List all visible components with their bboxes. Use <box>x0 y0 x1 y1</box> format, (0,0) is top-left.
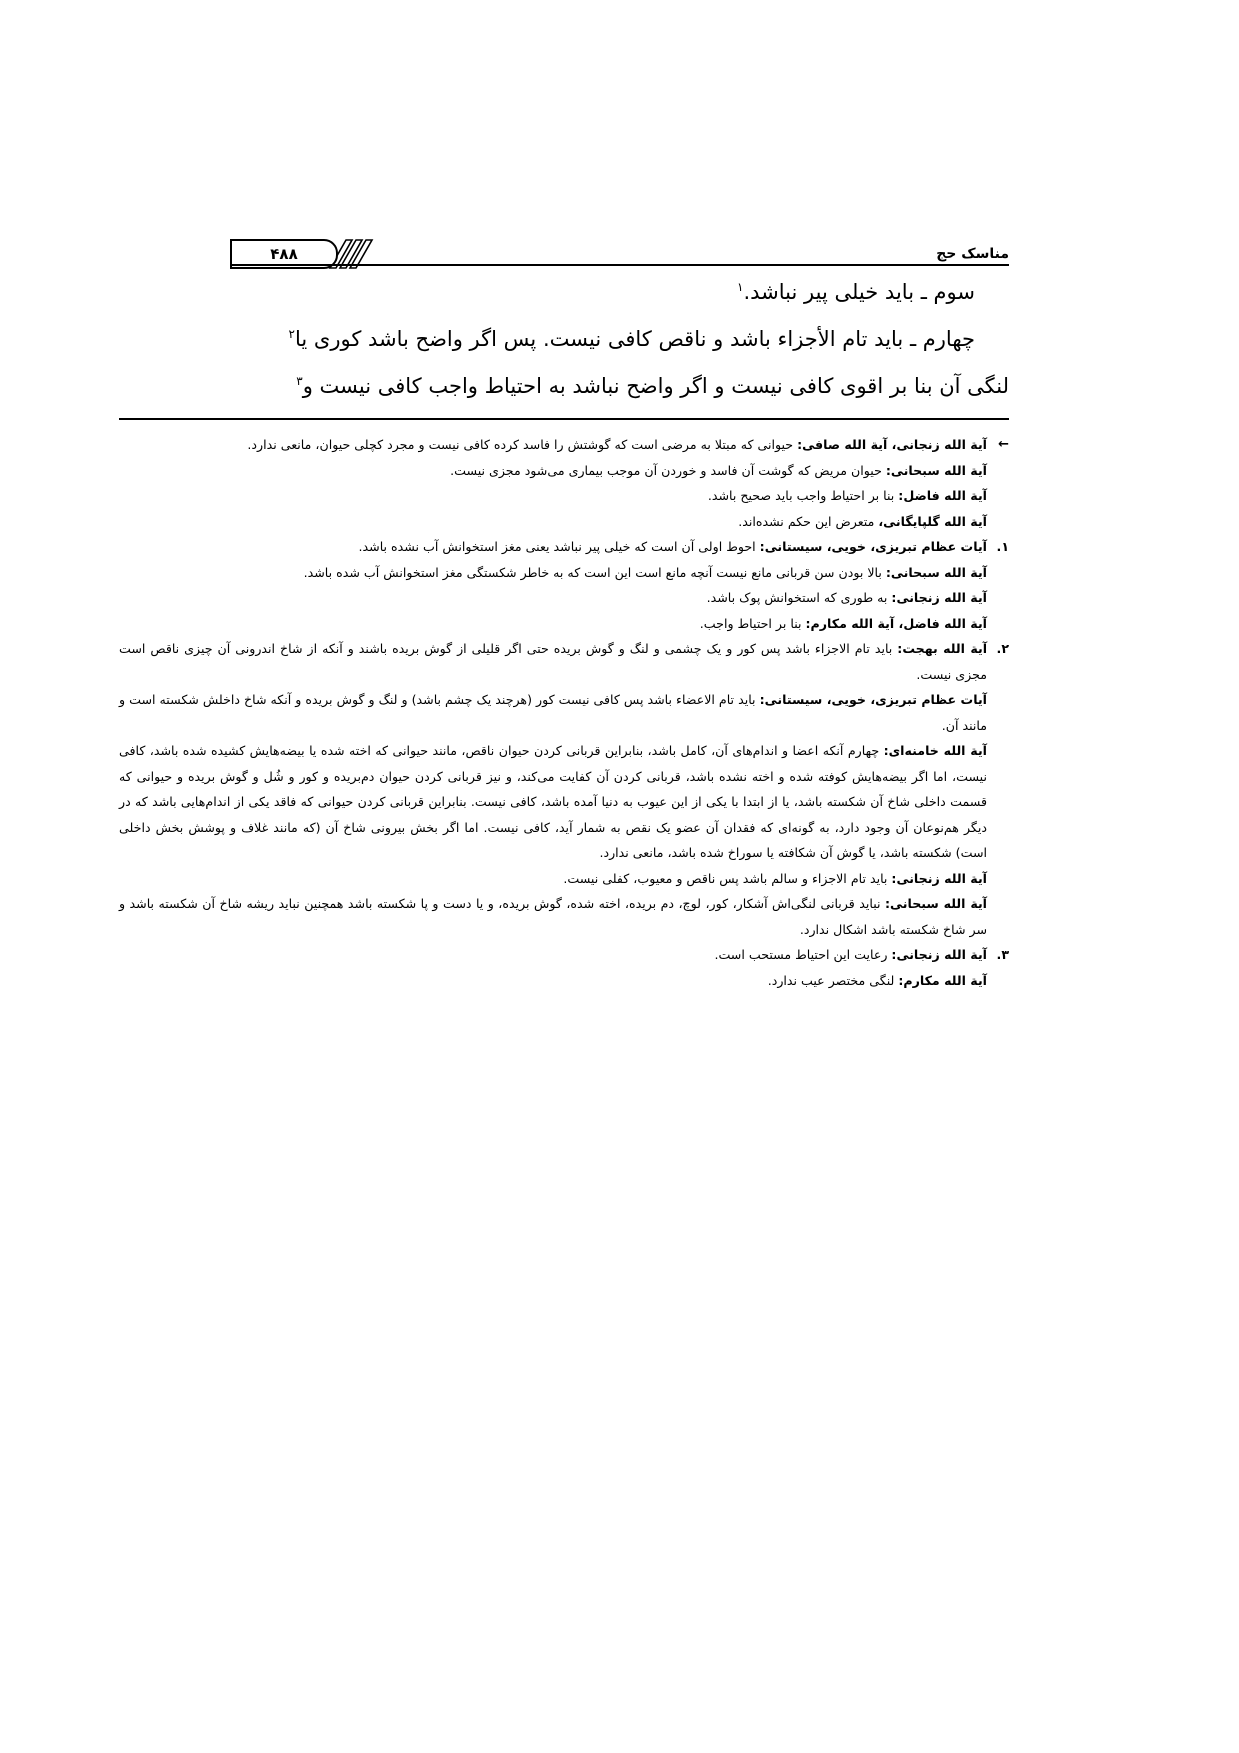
body-line-1-text: سوم ـ باید خیلی پیر نباشد. <box>743 280 975 304</box>
footnote-text: چهارم آنکه اعضا و اندام‌های آن، کامل باشد، بنابراین قربانی کردن حیوان ناقص، مانند حیوانی که اخته شده یا بیضه‌هایش کشیده شده باشد، کافی نیست، اما اگر بیضه‌هایش کوفته شده و اخته نشده باشد، قربانی کردن آن کفایت می‌کند، و نیز قربانی کردن حیوان دم‌بریده و کور و شُل و گوش بریده و حیوانی که قسمت داخلی شاخ آن شکسته باشد، یا از ابتدا با یکی از این عیوب به دنیا آمده باشد، کافی نیست. بنابراین قربانی کردن حیوانی که فاقد یکی از اندام‌هایی باشد که در دیگر هم‌نوعان آن وجود دارد، به گونه‌ای که فقدان آن عضو یک نقص به شمار آید، کافی نیست. اما اگر بخش بیرونی شاخ آن (که مانند غلاف و پوشش بخش داخلی است) شکسته باشد، یا گوش آن شکافته یا سوراخ شده باشد، مانعی ندارد. <box>119 743 987 860</box>
footnote-entry <box>119 432 1009 458</box>
footnote-text: باید تام الاجزاء و سالم باشد پس ناقص و معیوب، کفلی نیست. <box>563 870 892 886</box>
header-book-title: مناسک حج <box>936 246 1009 262</box>
footnote-text: بنا بر احتیاط واجب باید صحیح باشد. <box>707 488 899 503</box>
footnote-subentry <box>119 968 1009 994</box>
body-footnote-ref-3: ۳ <box>296 374 303 388</box>
footnote-subentry <box>119 687 1009 738</box>
footnote-subentry <box>119 891 1009 942</box>
authority-name: آیة الله گلپایگانی، <box>878 513 987 529</box>
footnote-apparatus <box>119 432 1009 993</box>
authority-name: آیة الله فاضل، آیة الله مکارم: <box>805 615 987 631</box>
footnote-subentry <box>119 585 1009 611</box>
authority-name: آیة الله خامنه‌ای: <box>883 743 987 758</box>
footnote-text: متعرض این حکم نشده‌اند. <box>738 513 879 529</box>
authority-name: آیة الله زنجانی: <box>891 947 987 962</box>
authority-name: آیة الله زنجانی: <box>891 870 987 886</box>
footnote-subentry <box>119 611 1009 637</box>
authority-name: آیة الله زنجانی، آیة الله صافی: <box>797 437 987 452</box>
footnote-text: رعایت این احتیاط مستحب است. <box>714 947 892 962</box>
body-paragraph-1 <box>119 272 1009 313</box>
authority-name: آیات عظام تبریزی، خویی، سیستانی: <box>759 692 987 707</box>
footnote-text: باید تام الاعضاء باشد پس کافی نیست کور (هرچند یک چشم باشد) و لنگ و گوش بریده و آنکه شاخ داخلش شکسته است و مانند آن. <box>119 692 987 733</box>
footnote-text: نباید قربانی لنگی‌اش آشکار، کور، لوچ، دم بریده، اخته شده، گوش بریده، و یا دست و پا شکسته باشد همچنین نباید ریشه شاخ آن شکسته باشد و سر شاخ شکسته باشد اشکال ندارد. <box>119 896 987 937</box>
footnote-marker: ۱. <box>996 539 1009 554</box>
footnote-marker: ۲. <box>996 641 1009 656</box>
footnote-text: بنا بر احتیاط واجب. <box>699 615 806 631</box>
footnote-subentry <box>119 483 1009 509</box>
footnote-entry <box>119 534 1009 560</box>
body-paragraph-2 <box>119 319 1009 360</box>
page-number: ۴۸۸ <box>270 244 298 263</box>
running-header <box>230 222 1009 266</box>
footnote-separator <box>119 418 1009 420</box>
footnote-text: بالا بودن سن قربانی مانع نیست آنچه مانع است این است که به خاطر شکستگی مغز استخوانش آب شده باشد. <box>303 564 886 580</box>
body-line-2-text: چهارم ـ باید تام الأجزاء باشد و ناقص کافی نیست. پس اگر واضح باشد کوری یا <box>294 327 975 351</box>
folio-group <box>230 229 380 269</box>
body-footnote-ref-2: ۲ <box>288 327 295 341</box>
footnote-subentry <box>119 866 1009 892</box>
body-paragraph-3 <box>119 366 1009 407</box>
main-body-text <box>119 272 1009 413</box>
authority-name: آیة الله سبحانی: <box>885 462 987 478</box>
footnote-subentry <box>119 509 1009 535</box>
header-divider <box>230 264 1009 266</box>
footnote-marker: ۳. <box>996 947 1009 962</box>
body-footnote-ref-1: ۱ <box>737 280 744 294</box>
body-line-3-text: لنگی آن بنا بر اقوی کافی نیست و اگر واضح نباشد به احتیاط واجب کافی نیست و <box>302 374 1009 398</box>
footnote-entry <box>119 942 1009 968</box>
authority-name: آیة الله زنجانی: <box>891 590 987 605</box>
authority-name: آیة الله مکارم: <box>898 972 987 988</box>
footnote-subentry <box>119 738 1009 866</box>
authority-name: آیة الله سبحانی: <box>885 564 987 580</box>
authority-name: آیة الله فاضل: <box>898 488 987 503</box>
authority-name: آیة الله بهجت: <box>897 641 988 656</box>
footnote-text: حیوانی که مبتلا به مرضی است که گوشتش را فاسد کرده کافی نیست و مجرد کچلی حیوان، مانعی ندارد. <box>247 437 798 452</box>
authority-name: آیة الله سبحانی: <box>884 896 987 911</box>
authority-name: آیات عظام تبریزی، خویی، سیستانی: <box>759 539 987 554</box>
footnote-subentry <box>119 560 1009 586</box>
footnote-subentry <box>119 458 1009 484</box>
footnote-text: احوط اولی آن است که خیلی پیر نباشد یعنی مغز استخوانش آب نشده باشد. <box>358 539 760 554</box>
footnote-text: لنگی مختصر عیب ندارد. <box>767 972 899 988</box>
footnote-text: حیوان مریض که گوشت آن فاسد و خوردن آن موجب بیماری می‌شود مجزی نیست. <box>450 462 886 478</box>
footnote-entry <box>119 636 1009 687</box>
footnote-continuation-arrow-icon: ← <box>998 437 1009 452</box>
footnote-text: باید تام الاجزاء باشد پس کور و یک چشمی و لنگ و گوش بریده حتی اگر قلیلی از گوش بریده باشند و آنکه از شاخ اندرونی آن چیزی ناقص است مجزی نیست. <box>119 641 987 682</box>
footnote-text: به طوری که استخوانش پوک باشد. <box>706 590 892 605</box>
